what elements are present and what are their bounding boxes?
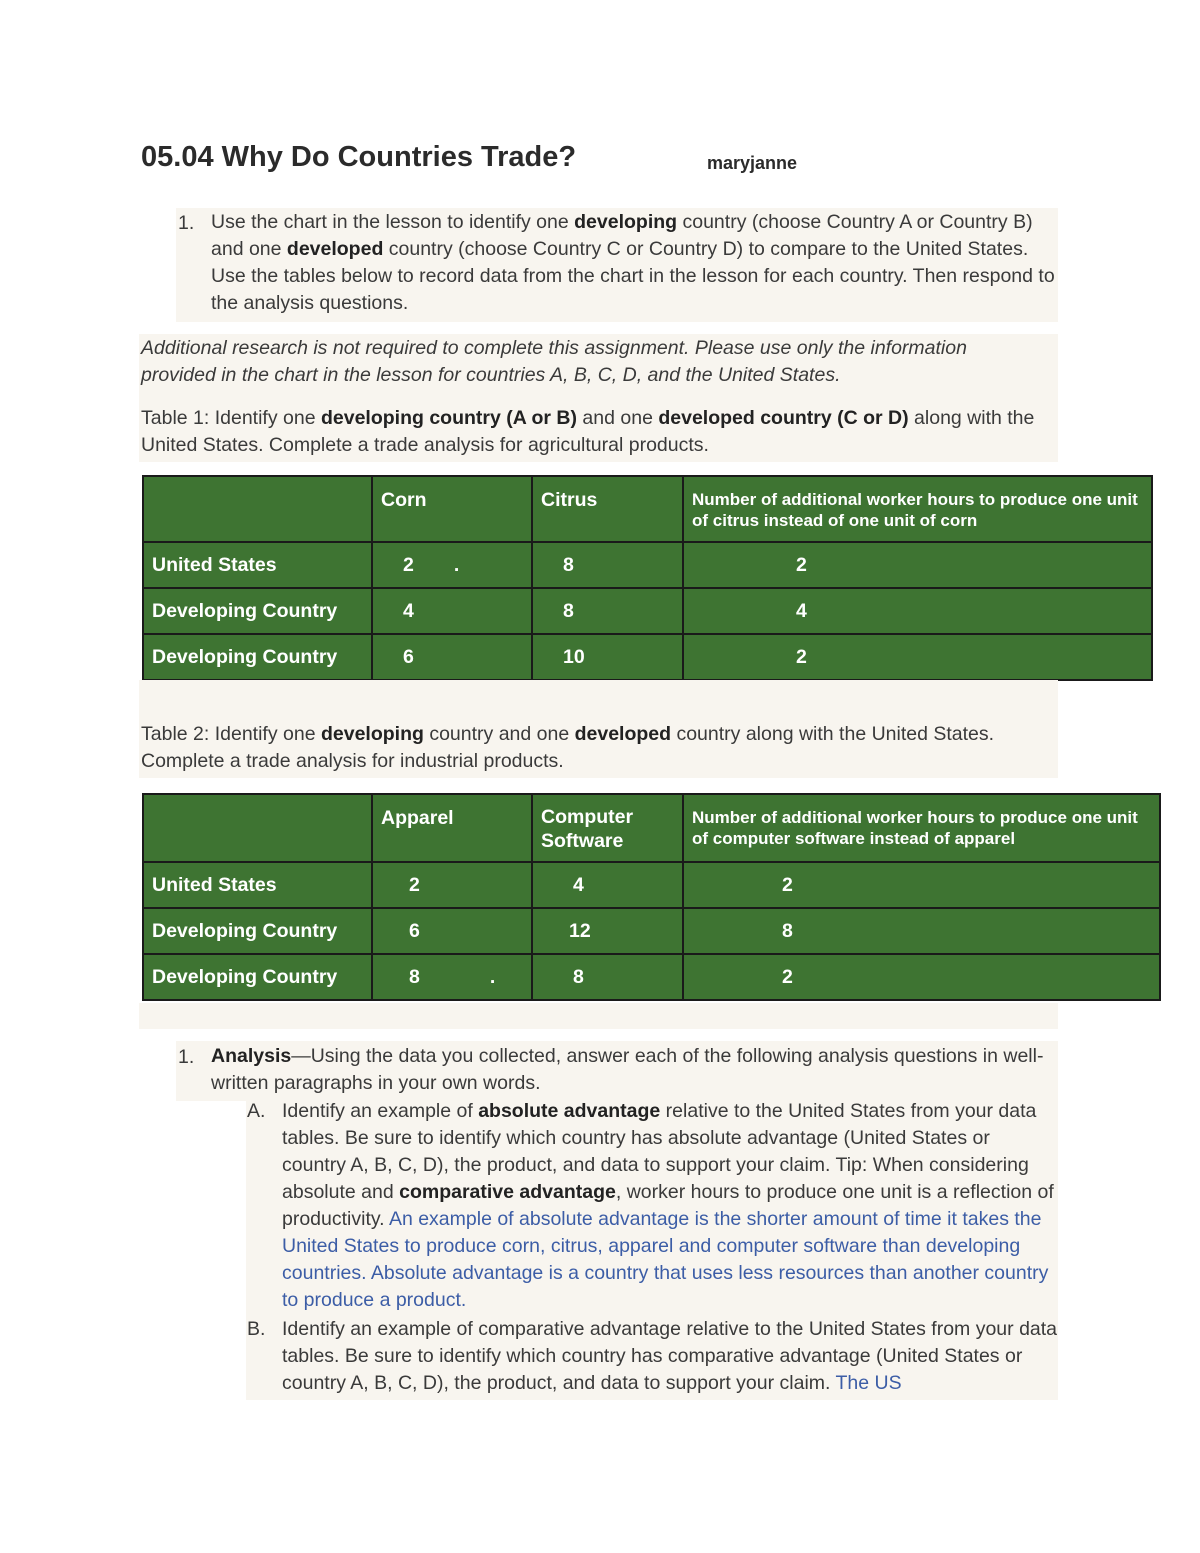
table2-hours-value: 2: [683, 862, 1160, 908]
item-a-text-1: Identify an example of: [282, 1100, 479, 1122]
item-b-text: Identify an example of comparative advantage relative to the United States from your data tables. Be sure to identify which country has comparative advantage (United States or country A, B, C, D), the product, and data to support your claim.: [282, 1318, 1058, 1394]
table1-caption-2: and one: [577, 407, 659, 429]
table1-citrus-value: 10: [532, 634, 683, 680]
table1-corn-value: 4: [372, 588, 532, 634]
table1-caption: [141, 405, 1056, 459]
table2-header-apparel: Apparel: [372, 794, 532, 862]
table1-hours-value: 4: [683, 588, 1152, 634]
table1-country: Developing Country: [143, 634, 372, 680]
table2-caption-1: Table 2: Identify one: [141, 723, 321, 745]
analysis-paragraph: [211, 1043, 1059, 1097]
item-a-paragraph: [282, 1098, 1059, 1314]
table2-caption-bold-1: developing: [320, 723, 424, 745]
table2-apparel-value: 2: [372, 862, 532, 908]
item-a-letter: A.: [247, 1100, 266, 1122]
page-title: 05.04 Why Do Countries Trade?: [141, 141, 577, 173]
intro-text-1: Use the chart in the lesson to identify one: [211, 211, 575, 233]
table2-header-blank: [143, 794, 372, 862]
intro-number: 1.: [178, 212, 195, 234]
table2-software-value: 12: [532, 908, 683, 954]
analysis-label: Analysis: [211, 1045, 292, 1067]
table-industrial: [142, 793, 1161, 1001]
author-name: maryjanne: [707, 153, 798, 173]
item-a-bold-absolute: absolute advantage: [478, 1100, 661, 1122]
intro-bold-developing: developing: [574, 211, 678, 233]
item-a-bold-comparative: comparative advantage: [399, 1181, 616, 1203]
table2-apparel-value: 8 .: [372, 954, 532, 1000]
table1-caption-bold-1: developing country (A or B): [320, 407, 578, 429]
table-row: [143, 634, 1152, 680]
table1-caption-1: Table 1: Identify one: [141, 407, 321, 429]
table1-caption-bold-2: developed country (C or D): [658, 407, 909, 429]
table1-caption-3: along with the United States. Complete a trade analysis for agricultural products.: [141, 407, 1035, 456]
table1-country: Developing Country: [143, 588, 372, 634]
table2-hours-value: 8: [683, 908, 1160, 954]
table2-caption-2: country and one: [423, 723, 575, 745]
table1-hours-value: 2: [683, 542, 1152, 588]
note-text: Additional research is not required to complete this assignment. Please use only the information provided in the chart in the lesson for countries A, B, C, D, and the United States.: [141, 337, 967, 386]
item-b-answer: The US: [835, 1372, 902, 1394]
table1-corn-value: 6: [372, 634, 532, 680]
table1-citrus-value: 8: [532, 542, 683, 588]
table1-header-blank: [143, 476, 372, 542]
table2-country: Developing Country: [143, 908, 372, 954]
table-row: [143, 542, 1152, 588]
table-agricultural: [142, 475, 1153, 681]
intro-text-3: country (choose Country C or Country D) to compare to the United States. Use the tables below to record data from the chart in the lesson for each country. Then respond to the analysis questions.: [211, 238, 1055, 314]
table2-caption-3: country along with the United States. Complete a trade analysis for industrial products.: [141, 723, 995, 772]
table2-country: Developing Country: [143, 954, 372, 1000]
table-row: [143, 908, 1160, 954]
table2-caption: [141, 721, 1056, 775]
table2-software-value: 8: [532, 954, 683, 1000]
table-row: [143, 862, 1160, 908]
table1-header-hours: Number of additional worker hours to produce one unit of citrus instead of one unit of corn: [683, 476, 1152, 542]
table1-country: United States: [143, 542, 372, 588]
table2-apparel-value: 6: [372, 908, 532, 954]
item-a-text-3: , worker hours to produce one unit is a reflection of productivity.: [282, 1181, 1054, 1230]
table-row: [143, 588, 1152, 634]
table2-caption-bold-2: developed: [574, 723, 672, 745]
table1-hours-value: 2: [683, 634, 1152, 680]
table1-header-row: [143, 476, 1152, 542]
table2-header-hours: Number of additional worker hours to produce one unit of computer software instead of apparel: [683, 794, 1160, 862]
spacer-shade: [139, 1003, 1058, 1029]
intro-paragraph: [211, 209, 1059, 317]
analysis-number: 1.: [178, 1046, 195, 1068]
table1-citrus-value: 8: [532, 588, 683, 634]
table2-country: United States: [143, 862, 372, 908]
intro-text-2: country (choose Country A or Country B) and one: [211, 211, 1033, 260]
item-b-letter: B.: [247, 1318, 266, 1340]
table1-header-citrus: Citrus: [532, 476, 683, 542]
table2-header-row: [143, 794, 1160, 862]
table1-corn-value: 2 .: [372, 542, 532, 588]
table2-software-value: 4: [532, 862, 683, 908]
item-a-text-2: relative to the United States from your data tables. Be sure to identify which country has absolute advantage (United States or country A, B, C, D), the product, and data to support your claim. Tip: When considering absolute and: [282, 1100, 1037, 1203]
analysis-text: —Using the data you collected, answer each of the following analysis questions in well-written paragraphs in your own words.: [211, 1045, 1044, 1094]
item-a-answer: An example of absolute advantage is the shorter amount of time it takes the United States to produce corn, citrus, apparel and computer software than developing countries. Absolute advantage is a country that uses less resources than another country to produce a product.: [282, 1208, 1049, 1311]
table1-header-corn: Corn: [372, 476, 532, 542]
table2-hours-value: 2: [683, 954, 1160, 1000]
table-row: [143, 954, 1160, 1000]
intro-bold-developed: developed: [286, 238, 384, 260]
item-b-paragraph: [282, 1316, 1059, 1397]
table2-header-software: Computer Software: [532, 794, 683, 862]
